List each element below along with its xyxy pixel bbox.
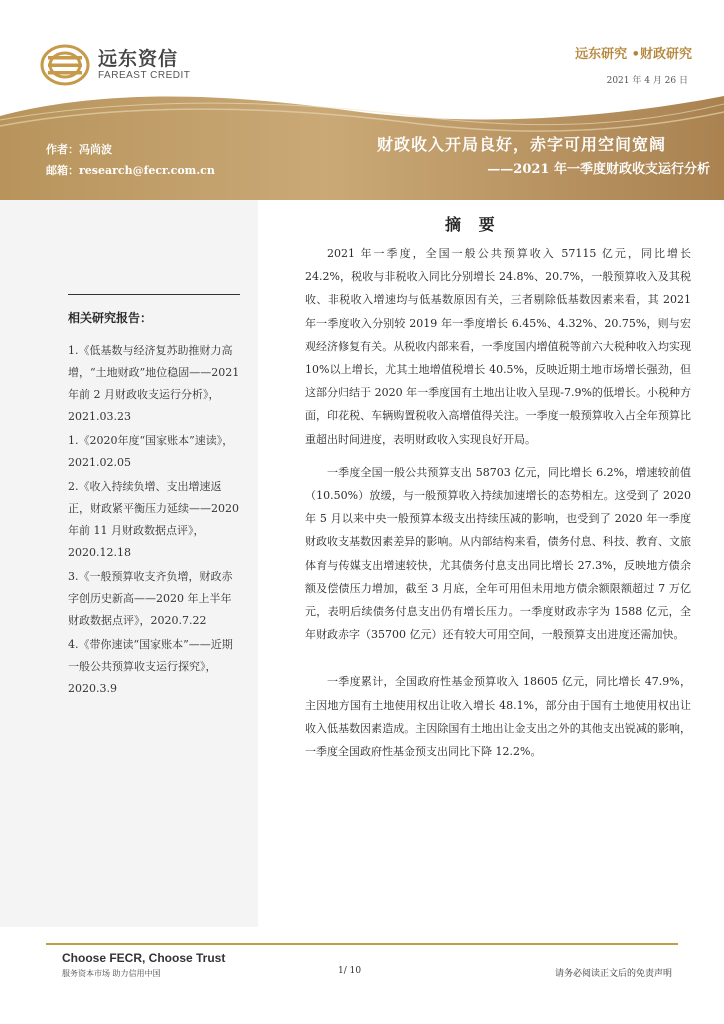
related-report-item[interactable]: 1.《低基数与经济复苏助推财力高增，“土地财政”地位稳固——2021 年前 2 月财政收支运行分析》，2021.03.23 <box>68 344 240 423</box>
page-number: 1/ 10 <box>338 966 362 976</box>
footer-tagline: 服务资本市场 助力信用中国 <box>62 969 161 978</box>
series-label: 远东研究 •财政研究 <box>575 47 692 62</box>
logo-name-cn: 远东资信 <box>98 48 179 70</box>
author: 作者：冯尚波 <box>46 143 112 156</box>
summary-paragraph: 2021 年一季度，全国一般公共预算收入 57115 亿元，同比增长 24.2%，税收与非税收入同比分别增长 24.8%、20.7%，一般预算收入及其税收、非税收入增速均与低基数原因有关，三者剔除低基数因素来看，其 2021 年一季度收入分别较 2019 年一季度增长 6.45%、4.32%、20.75%，则与宏观经济修复有关。从税收内部来看，一季度国内增值税等前六大税种收入均实现 10%以上增长，尤其土地增值税增长 40.5%，反映近期土地市场增长强劲，但这部分归结于 2020 年一季度国有土地出让收入呈现-7.9%的低增长。小税种方面，印花税、车辆购置税收入高增值得关注。一季度一般预算收入占全年预算比重超出时间进度，表明财政收入实现良好开局。 <box>305 247 691 446</box>
fecr-logo-icon <box>40 44 90 86</box>
related-report-item[interactable]: 3.《一般预算收支齐负增，财政赤字创历史新高——2020 年上半年财政数据点评》，2020.7.22 <box>68 570 233 627</box>
related-reports <box>68 294 240 702</box>
logo-name-en: FAREAST CREDIT <box>98 70 191 81</box>
author-email[interactable]: 邮箱：research@fecr.com.cn <box>46 164 215 177</box>
related-report-item[interactable]: 4.《带你速读“国家账本”——近期一般公共预算收支运行探究》，2020.3.9 <box>68 638 233 695</box>
footer-slogan: Choose FECR, Choose Trust <box>62 951 226 965</box>
footer-disclaimer: 请务必阅读正文后的免责声明 <box>554 969 672 979</box>
report-date: 2021 年 4 月 26 日 <box>606 76 688 86</box>
summary-paragraph: 一季度全国一般公共预算支出 58703 亿元，同比增长 6.2%，增速较前值（10.50%）放缓，与一般预算收入持续加速增长的态势相左。这受到了 2020 年 5 月以来中央一般预算本级支出持续压减的影响，也受到了 2020 年一季度财政收支基数因素差异的影响。从内部结构来看，债务付息、科技、教育、文旅体育与传媒支出增速较快，尤其债务付息支出同比增长 27.3%，反映地方债余额及偿债压力增加，截至 3 月底，全年可用但未用地方债余额限额超过 7 万亿元，表明后续债务付息支出仍有增长压力。一季度财政赤字为 1588 亿元，全年财政赤字（35700 亿元）还有较大可用空间，一般预算支出进度还需加快。 <box>305 465 691 642</box>
report-title: 财政收入开局良好，赤字可用空间宽阔 <box>376 135 666 154</box>
footer-divider <box>46 943 678 945</box>
fecr-logo <box>40 44 190 86</box>
summary-body <box>305 242 691 763</box>
related-report-item[interactable]: 2.《收入持续负增、支出增速返正，财政紧平衡压力延续——2020 年前 11 月财政数据点评》，2020.12.18 <box>68 480 239 559</box>
summary-paragraph: 一季度累计，全国政府性基金预算收入 18605 亿元，同比增长 47.9%，主因地方国有土地使用权出让收入增长 48.1%，部分由于国有土地使用权出让收入低基数因素造成。主因除国有土地出让金支出之外的其他支出锐减的影响，一季度全国政府性基金预支出同比下降 12.2%。 <box>305 675 691 759</box>
related-report-item[interactable]: 1.《2020年度“国家账本”速读》，2021.02.05 <box>68 434 234 469</box>
report-subtitle: ——2021 年一季度财政收支运行分析 <box>487 162 710 177</box>
related-reports-heading: 相关研究报告： <box>68 311 153 325</box>
summary-heading: 摘 要 <box>445 215 501 234</box>
